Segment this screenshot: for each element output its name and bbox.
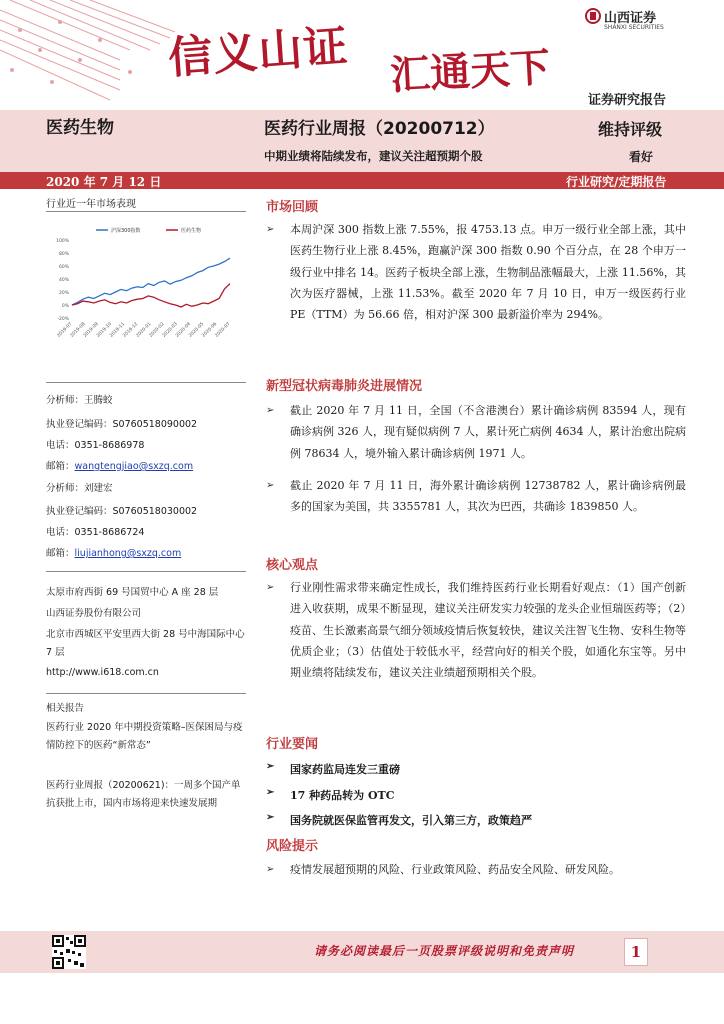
report-category: 行业研究/定期报告	[566, 175, 667, 189]
analyst2-email-row	[46, 545, 181, 559]
related-reports-label: 相关报告	[46, 703, 85, 714]
section-heading-market-review: 市场回顾	[266, 200, 319, 215]
chart-legend-label: 沪深300指数	[111, 228, 141, 234]
section-heading-core-view: 核心观点	[266, 558, 319, 573]
chart-y-tick-label: 100%	[56, 239, 69, 244]
chart-x-tick-label: 2020-06	[201, 321, 219, 339]
bullet-arrow-icon: ➢	[266, 480, 275, 491]
market-review-text: 本周沪深 300 指数上涨 7.55%，报 4753.13 点。申万一级行业全部上涨，其中医药生物行业上涨 8.45%，跑赢沪深 300 指数 0.90 个百分点，在 28 个申万一级行业中排名 14。医药子板块全部上涨，生物制品涨幅最大，上涨 11.56%，其次为医疗器械，上涨 11.53%。截至 2020 年 7 月 10 日，申万一级医药行业 PE（TTM）为 56.66 倍，相对沪深 300 最新溢价率为 294%。	[290, 223, 686, 322]
divider	[46, 571, 246, 572]
section-heading-risk: 风险提示	[266, 839, 319, 854]
chart-y-tick-label: 0%	[61, 304, 69, 309]
chart-x-tick-label: 2020-05	[188, 321, 206, 339]
company-name: 山西证券股份有限公司	[46, 608, 142, 619]
news-item-3	[266, 812, 686, 828]
bullet-arrow-icon: ➢	[266, 224, 275, 235]
address-line3: 北京市西城区平安里西大街 28 号中海国际中心 7 层	[46, 629, 245, 658]
company-logo-cn: 山西证券	[604, 11, 657, 26]
covid-text-1: 截止 2020 年 7 月 11 日，全国（不含港澳台）累计确诊病例 83594 人，现有确诊病例 326 人，现有疑似病例 7 人，累计死亡病例 4634 人，累计治愈出院病例 78634 人，境外输入累计确诊病例 1971 人。	[290, 404, 686, 460]
company-website-link[interactable]: http://www.i618.com.cn	[46, 667, 159, 678]
chart-x-tick-label: 2019-11	[109, 321, 127, 339]
analyst2-email-link[interactable]: liujianhong@sxzq.com	[74, 548, 182, 559]
chart-x-tick-label: 2020-02	[148, 321, 166, 339]
chart-y-tick-label: 60%	[58, 265, 69, 270]
analyst2-phone: 电话：0351-8686724	[46, 527, 145, 538]
chart-x-tick-label: 2019-09	[82, 321, 100, 339]
chart-y-tick-label: -20%	[57, 317, 69, 322]
bullet-arrow-icon: ➢	[266, 405, 275, 416]
covid-bullet-2	[266, 475, 686, 518]
sector-name: 医药生物	[46, 118, 114, 138]
footer-disclaimer: 请务必阅读最后一页股票评级说明和免责声明	[314, 944, 575, 958]
chart-y-tick-label: 20%	[58, 291, 69, 296]
company-logo-icon	[585, 8, 601, 24]
company-logo-en: SHANXI SECURITIES	[604, 24, 664, 31]
analyst1-email-label: 邮箱：	[46, 461, 75, 472]
page-number: 1	[624, 938, 648, 966]
covid-bullet-1	[266, 400, 686, 464]
news-item-1	[266, 761, 686, 777]
analyst1-phone: 电话：0351-8686978	[46, 440, 145, 451]
header-slogan-part2: 汇通天下	[389, 43, 552, 100]
news-item-2	[266, 787, 686, 803]
chart-y-tick-label: 40%	[58, 278, 69, 283]
rating-label: 维持评级	[598, 120, 663, 139]
qr-code-icon	[52, 935, 86, 969]
risk-text: 疫情发展超预期的风险、行业政策风险、药品安全风险、研发风险。	[290, 863, 620, 876]
bullet-arrow-icon: ➢	[266, 761, 275, 772]
analyst2-name: 分析师：刘建宏	[46, 483, 113, 494]
market-performance-label: 行业近一年市场表现	[46, 199, 136, 210]
chart-x-tick-label: 2020-04	[175, 321, 192, 339]
bullet-arrow-icon: ➢	[266, 787, 275, 798]
chart-svg	[46, 218, 246, 358]
analyst2-cert: 执业登记编码：S0760518030002	[46, 506, 198, 517]
address-line1: 太原市府西街 69 号国贸中心 A 座 28 层	[46, 587, 219, 598]
outlook-badge: 看好	[629, 150, 654, 164]
core-view-text: 行业刚性需求带来确定性成长，我们维持医药行业长期看好观点：（1）国产创新进入收获期，成果不断显现，建议关注研发实力较强的龙头企业恒瑞医药等；（2）疫苗、生长激素高景气细分领域疫情后恢复较快，建议关注智飞生物、安科生物等优质企业；（3）估值处于较低水平，经营向好的相关个股，如通化东宝等。另中期业绩将陆续发布，建议关注业绩超预期相关个股。	[290, 581, 686, 680]
report-type-label: 证券研究报告	[588, 93, 667, 108]
covid-text-2: 截止 2020 年 7 月 11 日，海外累计确诊病例 12738782 人，累计确诊病例最多的国家为美国，共 3355781 人，其次为巴西，共确诊 1839850 人。	[290, 479, 686, 514]
divider	[46, 382, 246, 383]
chart-x-tick-label: 2020-07	[214, 321, 232, 339]
report-subtitle: 中期业绩将陆续发布，建议关注超预期个股	[264, 149, 483, 163]
chart-legend-label: 医药生物	[181, 228, 202, 234]
core-view-bullet	[266, 577, 686, 683]
report-date: 2020 年 7 月 12 日	[46, 175, 162, 189]
news-item-3-text: 国务院就医保监管再发文，引入第三方，政策趋严	[290, 814, 532, 827]
market-review-bullet	[266, 219, 686, 325]
bullet-arrow-icon: ➢	[266, 812, 275, 823]
bullet-arrow-icon: ➢	[266, 864, 275, 875]
analyst1-name: 分析师：王腾蛟	[46, 395, 113, 406]
risk-bullet	[266, 859, 686, 880]
report-title: 医药行业周报（20200712）	[264, 119, 495, 139]
related-report-1[interactable]: 医药行业 2020 年中期投资策略–医保困局与疫情防控下的医药“新常态”	[46, 722, 243, 751]
chart-x-tick-label: 2020-03	[161, 321, 179, 339]
divider	[46, 211, 246, 212]
chart-y-tick-label: 80%	[58, 252, 69, 257]
analyst1-email-link[interactable]: wangtengjiao@sxzq.com	[74, 461, 194, 472]
market-performance-chart	[46, 218, 246, 358]
header-slogan-part1: 信义山证	[166, 20, 350, 85]
analyst2-email-label: 邮箱：	[46, 548, 75, 559]
chart-x-tick-label: 2019-08	[69, 321, 87, 339]
analyst1-email-row	[46, 458, 193, 472]
section-heading-industry-news: 行业要闻	[266, 737, 319, 752]
analyst1-cert: 执业登记编码：S0760518090002	[46, 419, 198, 430]
divider	[46, 693, 246, 694]
chart-x-tick-label: 2019-12	[122, 321, 140, 339]
news-item-1-text: 国家药监局连发三重磅	[290, 763, 400, 776]
chart-x-tick-label: 2019-10	[96, 321, 113, 339]
section-heading-covid: 新型冠状病毒肺炎进展情况	[266, 379, 423, 394]
chart-x-tick-label: 2019-07	[56, 321, 74, 339]
bullet-arrow-icon: ➢	[266, 582, 275, 593]
news-item-2-text: 17 种药品转为 OTC	[290, 789, 395, 802]
chart-x-tick-label: 2020-01	[135, 321, 153, 339]
related-report-2[interactable]: 医药行业周报（20200621)：一周多个国产单抗获批上市，国内市场将迎来快速发展期	[46, 780, 241, 809]
